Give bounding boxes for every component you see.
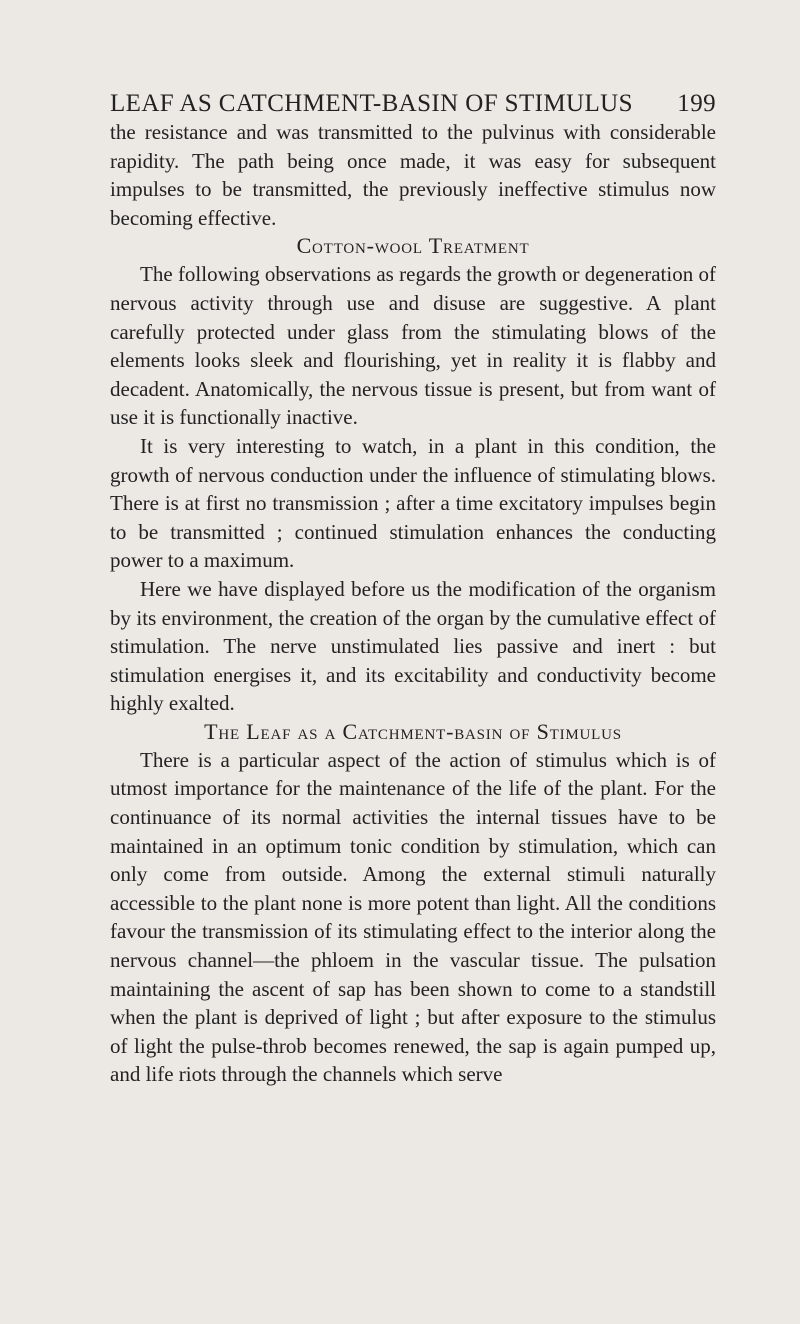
section-heading-leaf-catchment: The Leaf as a Catchment-basin of Stimulus (204, 718, 622, 744)
paragraph: The following observations as regards the growth or degeneration of nervous activity through use and disuse are suggestive. A plant carefully protected under glass from the stimulating blows of the elements looks sleek and flourishing, yet in reality it is flabby and decadent. Anatomically, the nervous tissue is present, but from want of use it is functionally inactive. (110, 262, 716, 430)
paragraph: Here we have displayed before us the modification of the organism by its environment, the creation of the organ by the cumulative effect of stimulation. The nerve unstimulated lies passive and inert : but stimulation energises it, and its excitability and conductivity become highly exalted. (110, 576, 716, 716)
page-body (110, 118, 716, 1089)
paragraph: It is very interesting to watch, in a plant in this condition, the growth of nervous conduction under the influence of stimulating blows. There is at first no transmission ; after a time excitatory impulses begin to be transmitted ; continued stimulation enhances the conducting power to a maximum. (110, 433, 716, 573)
page-number: 199 (677, 90, 716, 117)
continued-paragraph: the resistance and was transmitted to the pulvinus with considerable rapidity. The path being once made, it was easy for subsequent impulses to be transmitted, the previously ineffective stimulus now becoming effective. (110, 120, 716, 230)
section-heading-cotton-wool: Cotton-wool Treatment (296, 233, 530, 259)
paragraph: There is a particular aspect of the action of stimulus which is of utmost importance for the maintenance of the life of the plant. For the continuance of its normal activities the internal tissues have to be maintained in an optimum tonic condition by stimulation, which can only come from outside. Among the external stimuli naturally accessible to the plant none is more potent than light. All the conditions favour the transmission of its stimulating effect to the interior along the nervous channel—the phloem in the vascular tissue. The pulsation maintaining the ascent of sap has been shown to come to a standstill when the plant is deprived of light ; but after exposure to the stimulus of light the pulse-throb becomes renewed, the sap is again pumped up, and life riots through the channels which serve (110, 747, 716, 1087)
running-title: LEAF AS CATCHMENT-BASIN OF STIMULUS (110, 90, 633, 117)
page-header (110, 86, 716, 122)
